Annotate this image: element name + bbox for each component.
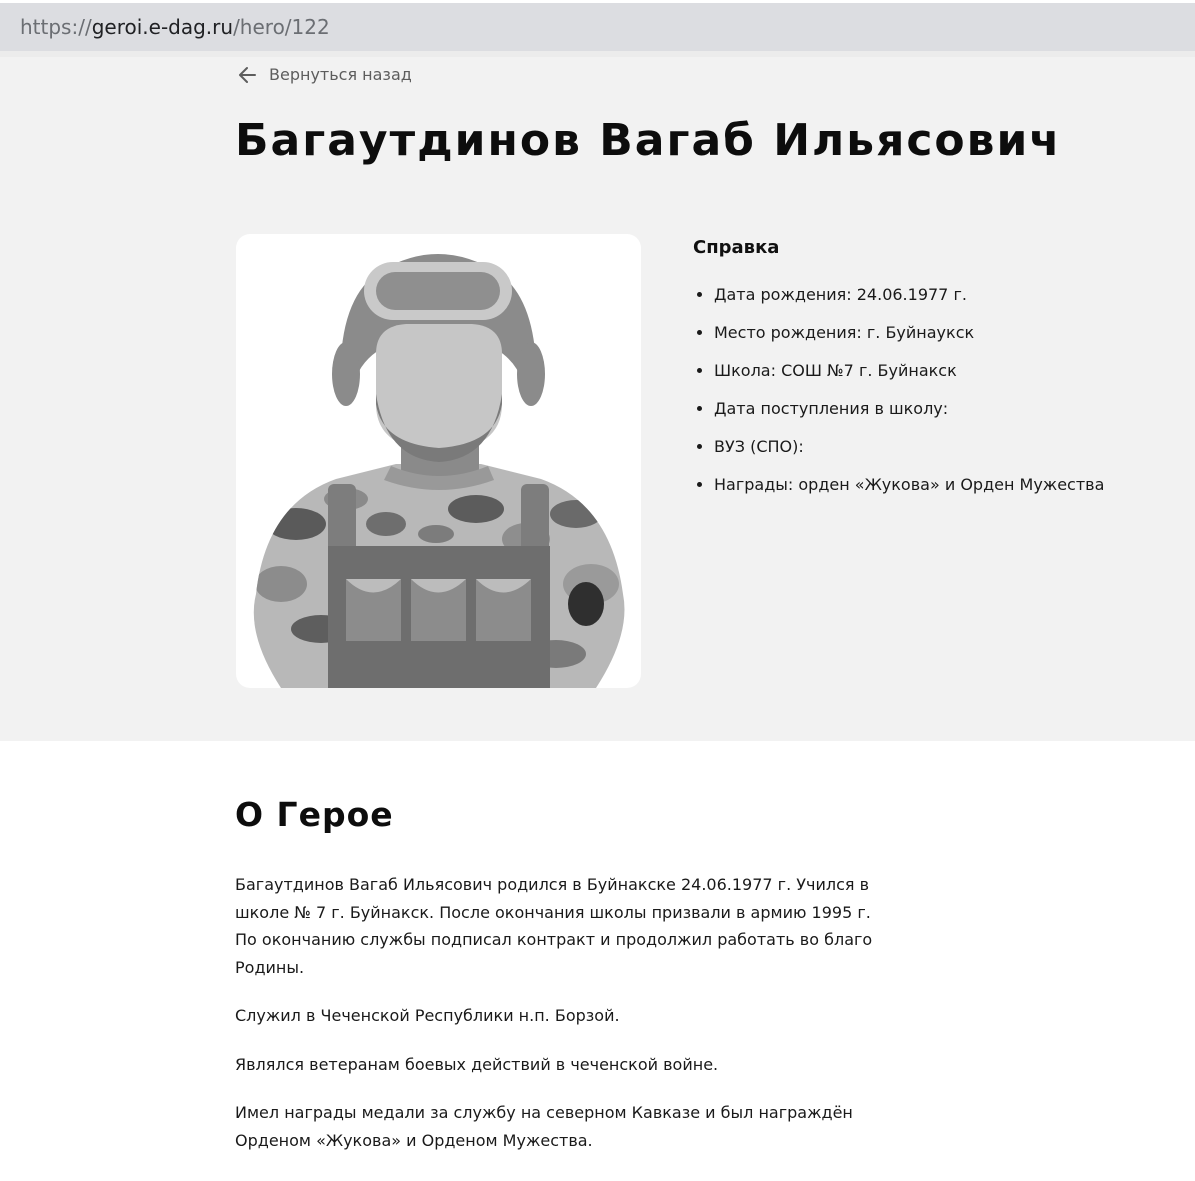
back-link-label: Вернуться назад	[269, 65, 412, 84]
url-scheme: https://	[20, 15, 92, 39]
url-host: geroi.e-dag.ru	[91, 15, 234, 39]
info-panel	[693, 237, 1173, 512]
hero-photo	[236, 234, 641, 688]
info-list	[693, 284, 1173, 496]
url-path: /hero/122	[233, 15, 330, 39]
about-paragraph: Служил в Чеченской Республики н.п. Борзой.	[235, 1006, 620, 1025]
info-item-birth-date: • Дата рождения: 24.06.1977 г.	[714, 284, 1173, 306]
soldier-avatar-icon	[236, 234, 641, 688]
page-title: Багаутдинов Вагаб Ильясович	[235, 115, 1062, 166]
info-title: Справка	[693, 237, 780, 258]
back-link[interactable]	[237, 65, 412, 84]
about-text	[235, 871, 875, 1154]
about-paragraph: Являлся ветеранам боевых действий в чеченской войне.	[235, 1054, 719, 1074]
about-section	[235, 795, 875, 1175]
arrow-left-icon	[237, 66, 257, 84]
address-bar[interactable]	[0, 3, 1195, 51]
about-title: О Герое	[235, 795, 394, 834]
hero-header-section	[0, 57, 1195, 741]
about-paragraph: Багаутдинов Вагаб Ильясович родился в Буйнакске 24.06.1977 г. Учился в школе № 7 г. Буйнакск. После окончания школы призвали в армию 1995 г. По окончанию службы подписал контракт и продолжил работать во благо Родины.	[235, 875, 873, 977]
info-item-birth-place: • Место рождения: г. Буйнаукск	[714, 322, 1173, 344]
about-paragraph: Имел награды медали за службу на северном Кавказе и был награждён Орденом «Жукова» и Орденом Мужества.	[235, 1103, 853, 1150]
info-item-awards: • Награды: орден «Жукова» и Орден Мужества	[714, 474, 1173, 496]
info-item-school-entry: • Дата поступления в школу:	[714, 398, 1173, 420]
info-item-university: • ВУЗ (СПО):	[714, 436, 1173, 458]
info-item-school: • Школа: СОШ №7 г. Буйнакск	[714, 360, 1173, 382]
